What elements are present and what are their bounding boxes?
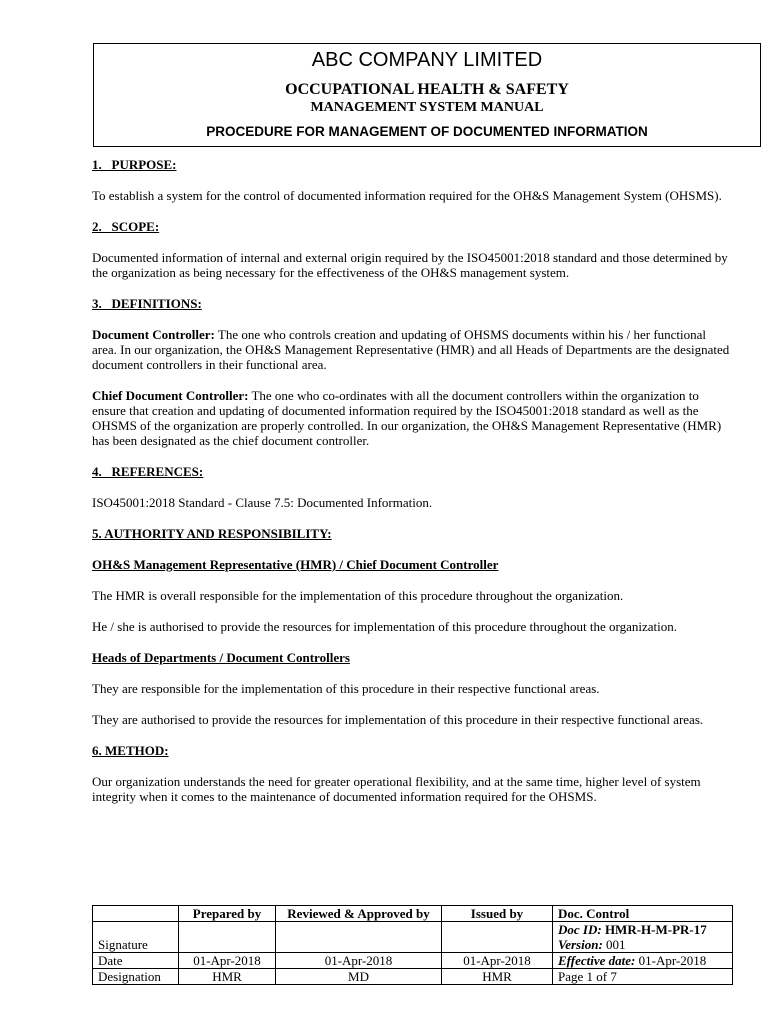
- doc-id-label: Doc ID:: [558, 922, 602, 937]
- definition-term: Chief Document Controller:: [92, 388, 249, 403]
- effective-date-label: Effective date:: [558, 953, 636, 968]
- date-prepared: 01-Apr-2018: [179, 953, 276, 969]
- definitions-heading: 3. DEFINITIONS:: [92, 296, 202, 311]
- doc-id-value: HMR-H-M-PR-17: [601, 922, 707, 937]
- date-reviewed: 01-Apr-2018: [276, 953, 442, 969]
- hod-paragraph: They are authorised to provide the resources for implementation of this procedure in their respective functional areas.: [92, 712, 704, 727]
- table-row: [93, 922, 733, 953]
- authority-heading: 5. AUTHORITY AND RESPONSIBILITY:: [92, 526, 332, 541]
- document-body: [92, 157, 732, 804]
- definition-text: The one who co-ordinates with all the document controllers within the organization to ensure that creation and updating of documented information required by the ISO45001:2018 standard as well as the OHSMS of the organization are properly controlled. In our organization, the OH&S Management Representative (HMR) has been designated as the chief document controller.: [92, 388, 722, 448]
- column-header-doc-control: Doc. Control: [553, 906, 733, 922]
- column-header-reviewed: Reviewed & Approved by: [276, 906, 442, 922]
- scope-text: Documented information of internal and external origin required by the ISO45001:2018 standard and those determined by the organization as being necessary for the effectiveness of the OH&S management system.: [92, 250, 728, 280]
- hmr-paragraph: He / she is authorised to provide the resources for implementation of this procedure throughout the organization.: [92, 619, 677, 634]
- references-heading: 4. REFERENCES:: [92, 464, 204, 479]
- signature-cell: [179, 922, 276, 953]
- table-row: [93, 969, 733, 985]
- hmr-paragraph: The HMR is overall responsible for the implementation of this procedure throughout the organization.: [92, 588, 624, 603]
- doc-id-cell: [553, 922, 733, 953]
- date-issued: 01-Apr-2018: [442, 953, 553, 969]
- procedure-title: PROCEDURE FOR MANAGEMENT OF DOCUMENTED INFORMATION: [206, 124, 648, 139]
- document-header: [93, 43, 761, 147]
- definition-term: Document Controller:: [92, 327, 215, 342]
- references-text: ISO45001:2018 Standard - Clause 7.5: Documented Information.: [92, 495, 433, 510]
- row-label-signature: Signature: [93, 922, 179, 953]
- row-label-designation: Designation: [93, 969, 179, 985]
- column-header-prepared: Prepared by: [179, 906, 276, 922]
- company-name: ABC COMPANY LIMITED: [311, 49, 543, 71]
- signature-cell: [442, 922, 553, 953]
- row-label-date: Date: [93, 953, 179, 969]
- table-row: [93, 906, 733, 922]
- version-value: 001: [602, 937, 626, 952]
- method-heading: 6. METHOD:: [92, 743, 169, 758]
- hod-paragraph: They are responsible for the implementation of this procedure in their respective functional areas.: [92, 681, 600, 696]
- purpose-heading: 1. PURPOSE:: [92, 157, 177, 172]
- hod-subheading: Heads of Departments / Document Controllers: [92, 650, 350, 665]
- definition-text: The one who controls creation and updating of OHSMS documents within his / her functional area. In our organization, the OH&S Management Representative (HMR) and all Heads of Departments are the designated document controllers in their functional area.: [92, 327, 730, 372]
- scope-heading: 2. SCOPE:: [92, 219, 160, 234]
- manual-subtitle: MANAGEMENT SYSTEM MANUAL: [310, 100, 544, 115]
- version-label: Version:: [558, 937, 603, 952]
- method-text: Our organization understands the need for greater operational flexibility, and at the same time, higher level of system integrity when it comes to the maintenance of documented information required for the OHSMS.: [92, 774, 701, 804]
- effective-date-cell: [553, 953, 733, 969]
- column-header-issued: Issued by: [442, 906, 553, 922]
- hmr-subheading: OH&S Management Representative (HMR) / Chief Document Controller: [92, 557, 499, 572]
- designation-prepared: HMR: [179, 969, 276, 985]
- effective-date-value: 01-Apr-2018: [635, 953, 707, 968]
- table-row: [93, 953, 733, 969]
- table-cell: [93, 906, 179, 922]
- definition-document-controller: [92, 327, 732, 372]
- page-number: Page 1 of 7: [553, 969, 733, 985]
- manual-title: OCCUPATIONAL HEALTH & SAFETY: [285, 81, 569, 98]
- definition-chief-document-controller: [92, 388, 732, 448]
- designation-issued: HMR: [442, 969, 553, 985]
- designation-reviewed: MD: [276, 969, 442, 985]
- document-control-table: [92, 905, 733, 985]
- purpose-text: To establish a system for the control of documented information required for the OH&S Management System (OHSMS).: [92, 188, 722, 203]
- signature-cell: [276, 922, 442, 953]
